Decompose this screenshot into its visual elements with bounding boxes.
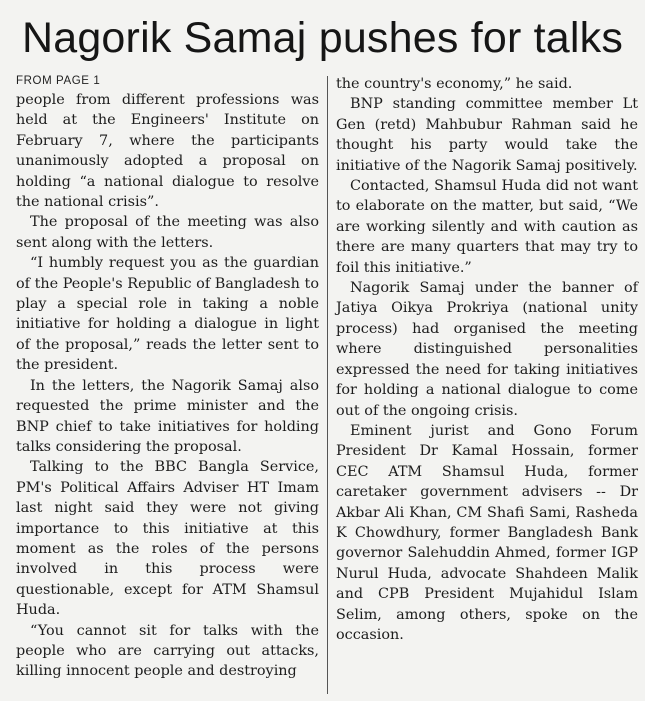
paragraph: Talking to the BBC Bangla Service, PM's Political Affairs Adviser HT Imam last night said they were not giving importance to this initiative at this moment as the roles of the persons involved in this process were questionable, except for ATM Shamsul Huda. bbox=[16, 459, 319, 619]
headline: Nagorik Samaj pushes for talks bbox=[21, 14, 624, 62]
continuation-kicker: FROM PAGE 1 bbox=[16, 75, 101, 87]
paragraph: BNP standing committee member Lt Gen (retd) Mahbubur Rahman said he thought his party would take the initiative of the Nagorik Samaj positively. bbox=[336, 96, 638, 174]
paragraph: The proposal of the meeting was also sent along with the letters. bbox=[16, 214, 319, 251]
left-column bbox=[16, 74, 319, 682]
paragraph: “You cannot sit for talks with the people who are carrying out attacks, killing innocent people and destroying bbox=[16, 622, 319, 680]
paragraph: Eminent jurist and Gono Forum President Dr Kamal Hossain, former CEC ATM Shamsul Huda, former caretaker government advisers -- Dr Akbar Ali Khan, CM Shafi Sami, Rasheda K Chowdhury, former Bangladesh Bank governor Salehuddin Ahmed, former IGP Nurul Huda, advocate Shahdeen Malik and CPB President Mujahidul Islam Selim, among others, spoke on the occasion. bbox=[336, 422, 638, 643]
paragraph: Nagorik Samaj under the banner of Jatiya Oikya Prokriya (national unity process) had organised the meeting where distinguished personalities expressed the need for taking initiatives for holding a national dialogue to come out of the ongoing crisis. bbox=[336, 280, 638, 419]
paragraph: “I humbly request you as the guardian of the People's Republic of Bangladesh to play a special role in taking a noble initiative for holding a dialogue in light of the proposal,” reads the letter sent to the president. bbox=[16, 255, 319, 374]
paragraph: the country's economy,” he said. bbox=[336, 76, 573, 92]
column-divider bbox=[327, 76, 328, 694]
paragraph: Contacted, Shamsul Huda did not want to elaborate on the matter, but said, “We are working silently and with caution as there are many quarters that may try to foil this initiative.” bbox=[336, 178, 638, 276]
paragraph: In the letters, the Nagorik Samaj also requested the prime minister and the BNP chief to take initiatives for holding talks considering the proposal. bbox=[16, 377, 319, 455]
right-column bbox=[336, 74, 638, 645]
paragraph: people from different professions was held at the Engineers' Institute on February 7, where the participants unanimously adopted a proposal on holding “a national dialogue to resolve the national crisis”. bbox=[16, 92, 319, 211]
